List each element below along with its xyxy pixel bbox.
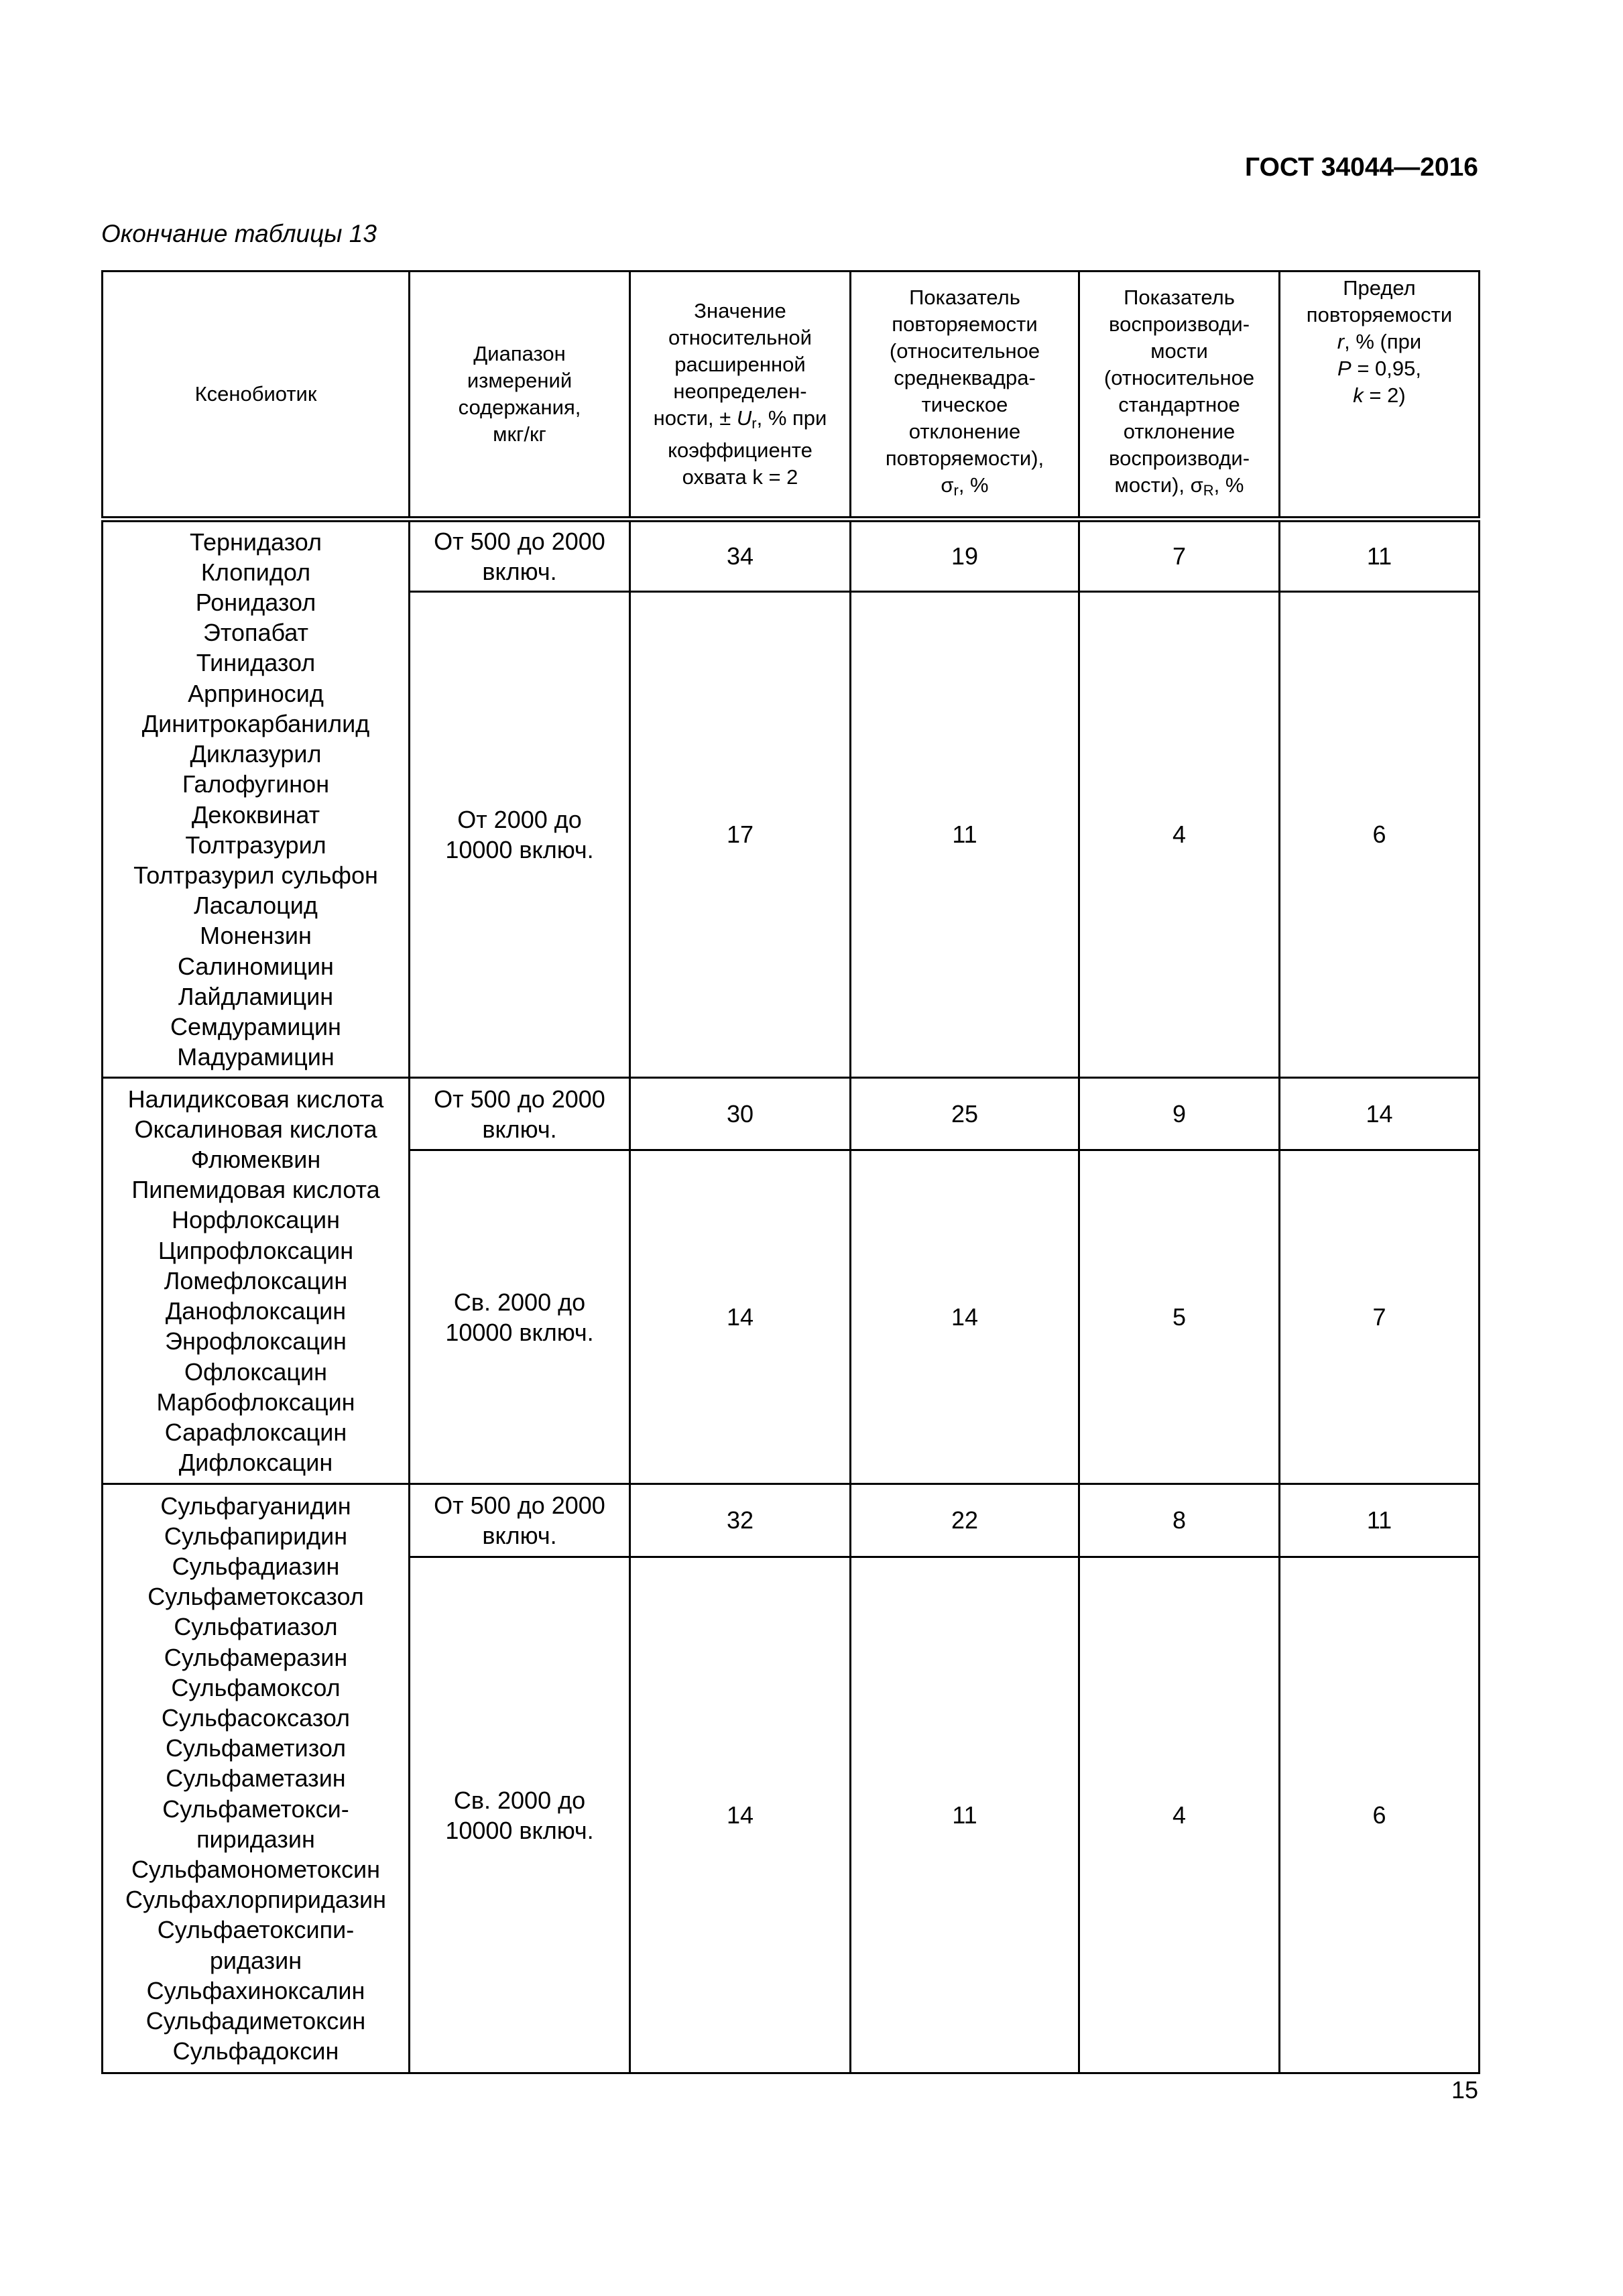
xenobiotic-name: ридазин xyxy=(209,1946,302,1974)
xenobiotic-name: Сульфагуанидин xyxy=(160,1492,351,1520)
xenobiotic-name: Сульфаметазин xyxy=(166,1764,346,1793)
xenobiotic-name: Клопидол xyxy=(200,558,311,586)
xenobiotic-name: Лайдламицин xyxy=(178,982,334,1010)
page-number: 15 xyxy=(1451,2076,1478,2104)
xenobiotic-name: Арпринocид xyxy=(188,679,324,707)
xenobiotic-name: Сульфадиметоксин xyxy=(145,2007,366,2035)
range-cell: От 500 до 2000 включ. xyxy=(410,1484,630,1557)
repeatability-cell: 11 xyxy=(851,592,1079,1078)
limit-cell: 7 xyxy=(1280,1150,1480,1484)
header-row xyxy=(103,271,1480,520)
xenobiotic-list xyxy=(103,520,410,1078)
xenobiotic-name: Сарафлоксацин xyxy=(164,1418,347,1446)
xenobiotic-name: Налидиксовая кислота xyxy=(127,1085,384,1113)
xenobiotic-name: Оксалиновая кислота xyxy=(134,1115,377,1143)
xenobiotic-name: Пипемидовая кислота xyxy=(131,1176,380,1204)
repeatability-cell: 22 xyxy=(851,1484,1079,1557)
xenobiotic-name: пиридазин xyxy=(196,1825,315,1853)
header-reproducibility: Показатель воспроизводи- мости (относительное стандартное отклонение воспроизводи- мости), $\sigma_R$, % xyxy=(1079,271,1280,520)
header-range: Диапазон измерений содержания, мкг/кг xyxy=(410,271,630,520)
xenobiotic-name: Мадурамицин xyxy=(177,1043,335,1071)
xenobiotic-name: Динитрокарбанилид xyxy=(141,709,370,737)
xenobiotic-name: Салиномицин xyxy=(178,952,334,980)
xenobiotic-name: Тернидазол xyxy=(190,528,322,556)
precision-table xyxy=(101,270,1480,2074)
xenobiotic-name: Сульфаметоксазол xyxy=(147,1583,364,1611)
range-cell: Св. 2000 до 10000 включ. xyxy=(410,1150,630,1484)
reproducibility-cell: 4 xyxy=(1079,1557,1280,2073)
xenobiotic-name: Дифлоксацин xyxy=(178,1449,333,1477)
xenobiotic-name: Толтразурил сульфон xyxy=(133,861,378,889)
xenobiotic-list xyxy=(103,1484,410,2073)
xenobiotic-name: Марбофлоксацин xyxy=(156,1388,355,1416)
repeatability-cell: 19 xyxy=(851,520,1079,592)
header-uncertainty: Значение относительной расширенной неопределен- ности, ± $U_r$, % при коэффициенте охвата k = 2 xyxy=(630,271,851,520)
range-cell: От 500 до 2000 включ. xyxy=(410,1078,630,1150)
xenobiotic-name: Диклазурил xyxy=(190,740,322,768)
xenobiotic-list xyxy=(103,1078,410,1484)
xenobiotic-name: Сульфадоксин xyxy=(172,2037,339,2065)
limit-cell: 6 xyxy=(1280,1557,1480,2073)
uncertainty-cell: 34 xyxy=(630,520,851,592)
header-repeatability-limit: Предел повторяемости r, % (при P = 0,95, k = 2) xyxy=(1280,271,1480,520)
xenobiotic-name: Сульфамоксол xyxy=(171,1673,341,1701)
header-xenobiotic: Ксенобиотик xyxy=(103,271,410,520)
xenobiotic-name: Сульфаетоксипи- xyxy=(157,1916,355,1944)
xenobiotic-name: Сульфахиноксалин xyxy=(146,1976,365,2004)
xenobiotic-name: Семдурамицин xyxy=(170,1012,341,1040)
limit-cell: 14 xyxy=(1280,1078,1480,1150)
reproducibility-cell: 9 xyxy=(1079,1078,1280,1150)
xenobiotic-name: Данофлоксацин xyxy=(165,1297,347,1325)
range-cell: Св. 2000 до 10000 включ. xyxy=(410,1557,630,2073)
xenobiotic-name: Ломефлоксацин xyxy=(164,1266,348,1294)
reproducibility-cell: 5 xyxy=(1079,1150,1280,1484)
limit-cell: 11 xyxy=(1280,520,1480,592)
xenobiotic-name: Монензин xyxy=(200,922,312,950)
xenobiotic-name: Энрофлоксацин xyxy=(165,1327,347,1355)
uncertainty-cell: 17 xyxy=(630,592,851,1078)
xenobiotic-name: Декоквинат xyxy=(191,800,320,829)
xenobiotic-name: Сульфамеразин xyxy=(164,1643,348,1671)
reproducibility-cell: 4 xyxy=(1079,592,1280,1078)
reproducibility-cell: 8 xyxy=(1079,1484,1280,1557)
range-cell: От 500 до 2000 включ. xyxy=(410,520,630,592)
uncertainty-cell: 32 xyxy=(630,1484,851,1557)
table-caption: Окончание таблицы 13 xyxy=(101,220,377,247)
header-repeatability: Показатель повторяемости (относительное среднеквадра- тическое отклонение повторяемости), $\sigma_r$, % xyxy=(851,271,1079,520)
xenobiotic-name: Этопабат xyxy=(202,619,308,647)
limit-cell: 11 xyxy=(1280,1484,1480,1557)
xenobiotic-name: Сульфаметокси- xyxy=(162,1795,349,1823)
uncertainty-cell: 30 xyxy=(630,1078,851,1150)
repeatability-cell: 11 xyxy=(851,1557,1079,2073)
xenobiotic-name: Сульфамонометоксин xyxy=(131,1856,381,1883)
xenobiotic-name: Ронидазол xyxy=(195,589,316,617)
xenobiotic-name: Сульфадиазин xyxy=(172,1552,340,1580)
uncertainty-cell: 14 xyxy=(630,1557,851,2073)
xenobiotic-name: Сульфатиазол xyxy=(174,1613,338,1641)
xenobiotic-name: Флюмеквин xyxy=(190,1146,321,1174)
xenobiotic-name: Галофугинон xyxy=(182,770,330,798)
table-row xyxy=(103,1484,1480,1557)
table-row xyxy=(103,1078,1480,1150)
xenobiotic-name: Сульфаметизол xyxy=(165,1734,347,1762)
xenobiotic-name: Сульфахлорпиридазин xyxy=(125,1886,386,1914)
xenobiotic-name: Ласалоцид xyxy=(194,892,318,920)
xenobiotic-name: Ципрофлоксацин xyxy=(158,1236,354,1264)
xenobiotic-name: Толтразурил xyxy=(185,831,326,859)
table-row xyxy=(103,520,1480,592)
xenobiotic-name: Сульфапиридин xyxy=(164,1522,348,1550)
xenobiotic-name: Офлоксацин xyxy=(184,1357,328,1386)
uncertainty-cell: 14 xyxy=(630,1150,851,1484)
xenobiotic-name: Сульфасоксазол xyxy=(161,1703,351,1732)
range-cell: От 2000 до 10000 включ. xyxy=(410,592,630,1078)
xenobiotic-name: Норфлоксацин xyxy=(171,1206,341,1234)
repeatability-cell: 14 xyxy=(851,1150,1079,1484)
reproducibility-cell: 7 xyxy=(1079,520,1280,592)
xenobiotic-name: Тинидазол xyxy=(196,649,316,677)
standard-code: ГОСТ 34044—2016 xyxy=(1245,153,1478,182)
limit-cell: 6 xyxy=(1280,592,1480,1078)
repeatability-cell: 25 xyxy=(851,1078,1079,1150)
